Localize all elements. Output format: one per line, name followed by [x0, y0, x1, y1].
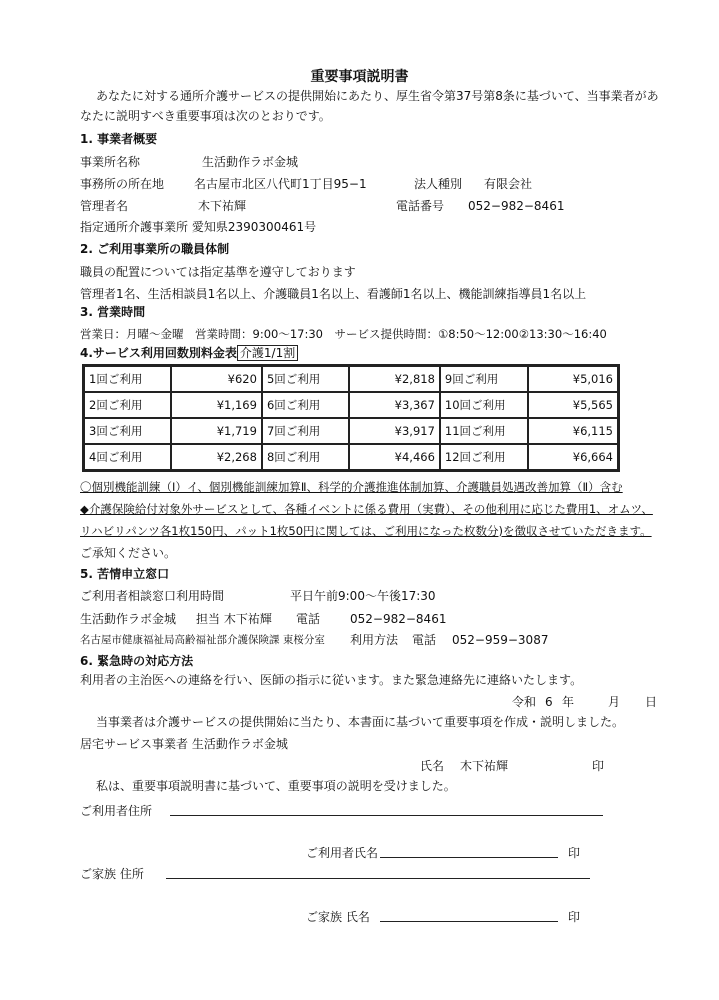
facility-value: 生活動作ラボ金城 [202, 155, 299, 169]
table-row [84, 392, 618, 418]
fee-note-extra-1: ◆介護保険給付対象外サービスとして、各種イベントに係る費用（実費）、その他利用に応じた費用1、オムツ、 [80, 502, 653, 516]
complaint-phone-label: 電話 [296, 612, 321, 626]
section-4-heading [80, 345, 298, 361]
section-2-heading: 2. ご利用事業所の職員体制 [80, 242, 230, 256]
table-cell: 12回ご利用 [440, 444, 528, 470]
user-address-label: ご利用者住所 [80, 804, 153, 818]
section-5-heading: 5. 苦情申立窓口 [80, 567, 170, 581]
table-cell: 3回ご利用 [84, 418, 171, 444]
date-month-label: 月 [608, 695, 621, 709]
complaint-phone: 052−982−8461 [350, 612, 447, 626]
provider-name: 居宅サービス事業者 生活動作ラボ金城 [80, 737, 288, 751]
user-seal-mark: 印 [568, 846, 581, 860]
table-cell: ¥3,917 [349, 418, 439, 444]
date-era: 令和 [512, 695, 537, 709]
table-cell: 11回ご利用 [440, 418, 528, 444]
family-address-label: ご家族 住所 [80, 867, 144, 881]
table-cell: 2回ご利用 [84, 392, 171, 418]
table-cell: ¥3,367 [349, 392, 439, 418]
phone-label: 電話番号 [396, 199, 445, 213]
staff-list: 管理者1名、生活相談員1名以上、介護職員1名以上、看護師1名以上、機能訓練指導員1名以上 [80, 287, 587, 301]
fee-note-ack: ご承知ください。 [80, 546, 177, 560]
table-cell: 4回ご利用 [84, 444, 171, 470]
user-name-field[interactable] [380, 857, 558, 858]
provider-statement: 当事業者は介護サービスの提供開始に当たり、本書面に基づいて重要事項を作成・説明しました。 [96, 715, 625, 729]
fee-table [82, 364, 620, 472]
city-office-phone: 052−959−3087 [452, 633, 549, 647]
consult-hours-label: ご利用者相談窓口利用時間 [80, 589, 225, 603]
emergency-procedure: 利用者の主治医への連絡を行い、医師の指示に従います。また緊急連絡先に連絡いたします。 [80, 673, 583, 687]
table-row [84, 418, 618, 444]
fee-table-title: 4.サービス利用回数別料金表 [80, 346, 237, 360]
table-cell: ¥5,565 [528, 392, 619, 418]
section-6-heading: 6. 緊急時の対応方法 [80, 654, 194, 668]
fee-note-extra-2: リハビリパンツ各1枚150円、パット1枚50円に関しては、ご利用になった枚数分)を徴収させていただきます。 [80, 524, 652, 538]
section-1-heading: 1. 事業者概要 [80, 132, 158, 146]
family-name-label: ご家族 氏名 [306, 910, 370, 924]
user-name-label: ご利用者氏名 [306, 846, 379, 860]
section-3-heading: 3. 営業時間 [80, 305, 146, 319]
table-row [84, 366, 618, 392]
table-cell: ¥2,268 [171, 444, 261, 470]
date-day-label: 日 [645, 695, 658, 709]
address-label: 事務所の所在地 [80, 177, 165, 191]
intro-line-1: あなたに対する通所介護サービスの提供開始にあたり、厚生省令第37号第8条に基づいて、当事業者があ [96, 89, 659, 103]
city-office: 名古屋市健康福祉局高齢福祉部介護保険課 東桜分室 [80, 634, 325, 646]
fee-note-additions: 〇個別機能訓練（Ⅰ）イ、個別機能訓練加算Ⅱ、科学的介護推進体制加算、介護職員処遇改善加算（Ⅱ）含む [80, 480, 623, 494]
family-name-field[interactable] [380, 921, 558, 922]
manager-label: 管理者名 [80, 199, 129, 213]
table-cell: 1回ご利用 [84, 366, 171, 392]
table-cell: 10回ご利用 [440, 392, 528, 418]
phone-value: 052−982−8461 [468, 199, 565, 213]
staff-policy: 職員の配置については指定基準を遵守しております [80, 265, 356, 279]
table-cell: ¥1,169 [171, 392, 261, 418]
city-office-method: 利用方法 [350, 633, 399, 647]
table-cell: 6回ご利用 [262, 392, 349, 418]
date-year-label: 年 [562, 695, 575, 709]
table-cell: ¥4,466 [349, 444, 439, 470]
table-cell: ¥5,016 [528, 366, 619, 392]
facility-label: 事業所名称 [80, 155, 141, 169]
user-address-field[interactable] [170, 815, 603, 816]
table-cell: 5回ご利用 [262, 366, 349, 392]
address-value: 名古屋市北区八代町1丁目95−1 [194, 177, 367, 191]
family-address-field[interactable] [166, 878, 590, 879]
table-cell: ¥2,818 [349, 366, 439, 392]
corp-type-value: 有限会社 [484, 177, 533, 191]
table-cell: 9回ご利用 [440, 366, 528, 392]
signer-name-label: 氏名 [420, 759, 445, 773]
complaint-contact: 担当 木下祐輝 [196, 612, 272, 626]
complaint-facility: 生活動作ラボ金城 [80, 612, 177, 626]
signer-name-value: 木下祐輝 [460, 759, 509, 773]
intro-line-2: なたに説明すべき重要事項は次のとおりです。 [80, 109, 331, 123]
business-hours: 営業日：月曜～金曜 営業時間：9:00～17:30 サービス提供時間：①8:50～12:00②13:30～16:40 [80, 327, 607, 341]
corp-type-label: 法人種別 [414, 177, 463, 191]
manager-value: 木下祐輝 [198, 199, 247, 213]
page-title: 重要事項説明書 [310, 69, 409, 85]
table-cell: ¥6,664 [528, 444, 619, 470]
consult-hours-value: 平日午前9:00～午後17:30 [290, 589, 436, 603]
table-cell: 7回ご利用 [262, 418, 349, 444]
date-year: 6 [545, 695, 553, 709]
family-seal-mark: 印 [568, 910, 581, 924]
table-cell: 8回ご利用 [262, 444, 349, 470]
city-office-phone-label: 電話 [412, 633, 437, 647]
table-row [84, 444, 618, 470]
table-cell: ¥620 [171, 366, 261, 392]
care-ratio-box: 介護1/1割 [237, 345, 298, 361]
seal-mark: 印 [592, 759, 605, 773]
table-cell: ¥6,115 [528, 418, 619, 444]
receipt-statement: 私は、重要事項説明書に基づいて、重要事項の説明を受けました。 [96, 779, 456, 793]
designation-number: 指定通所介護事業所 愛知県2390300461号 [80, 220, 317, 234]
table-cell: ¥1,719 [171, 418, 261, 444]
